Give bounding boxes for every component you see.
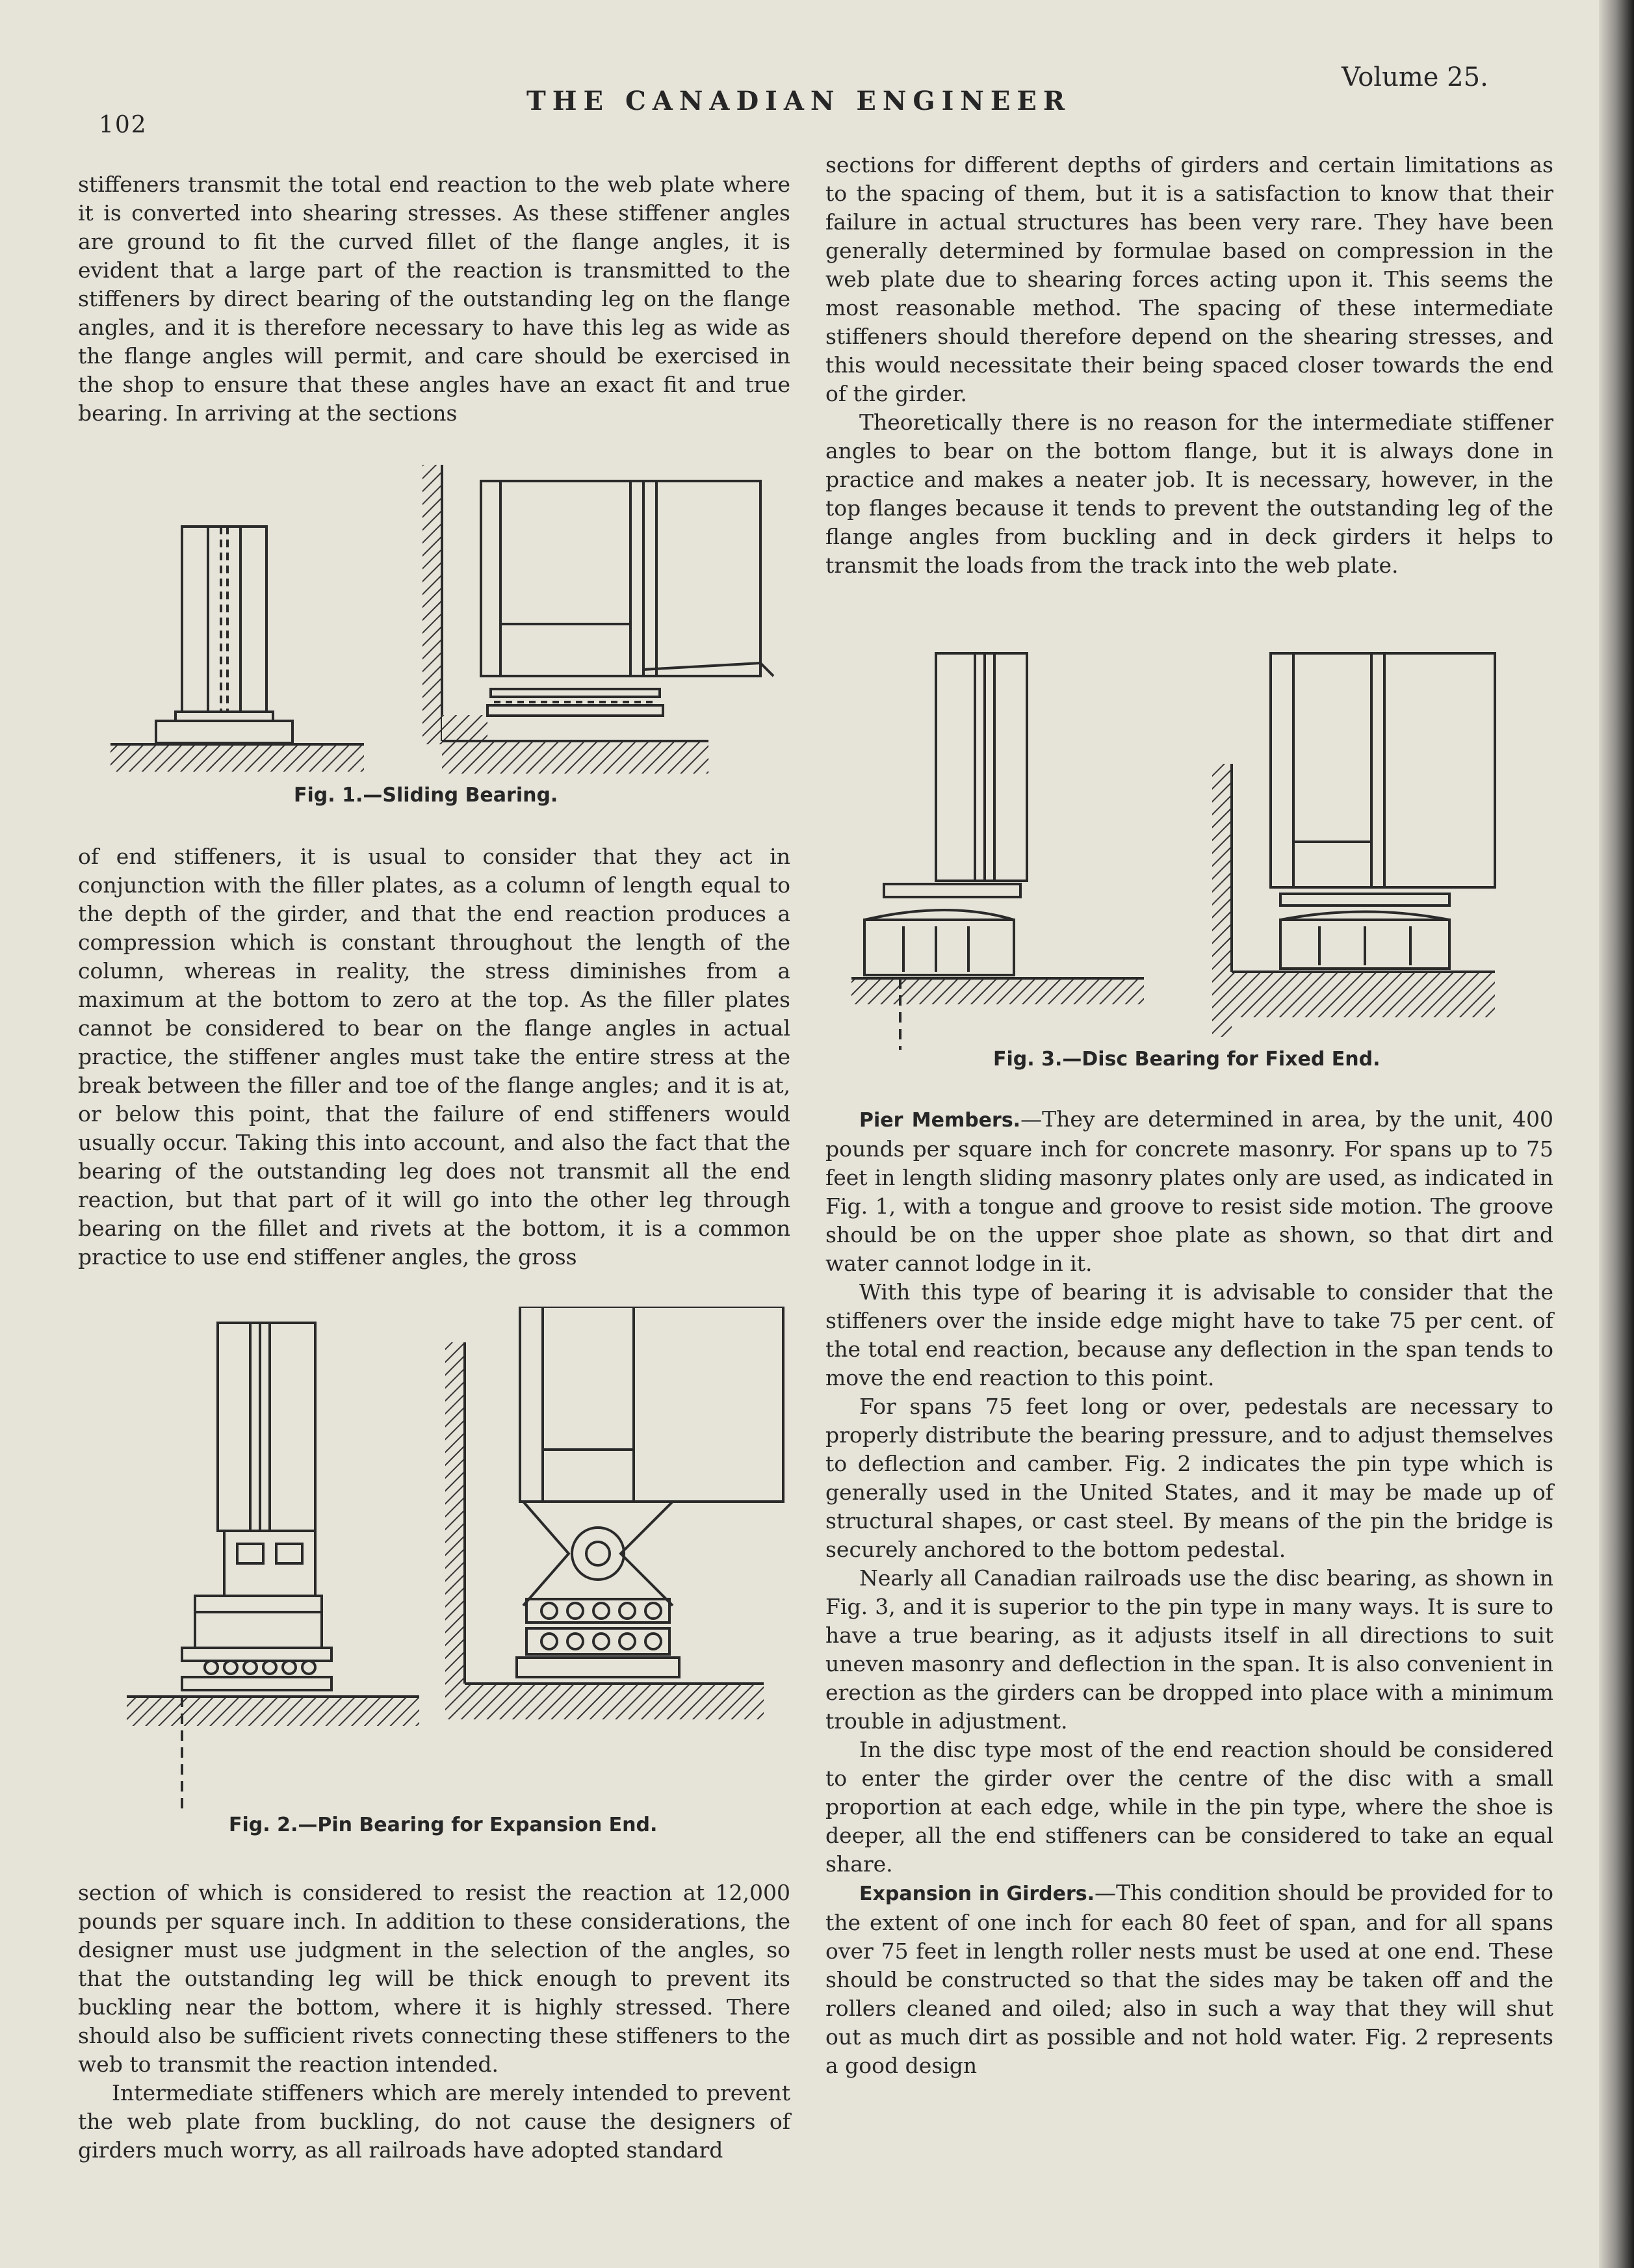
figure-1-caption: Fig. 1.—Sliding Bearing. [294,784,558,807]
volume-label: Volume 25. [1342,62,1488,92]
right-paragraphs-top: sections for different depths of girders and certain limitations as to the spacing of them, but it is a satisfaction to know that their failure in actual structures has been very rare. They have been generally determined by formulae based on compression in the web plate due to shearing forces acting upon it. This seems the most reasonable method. The spacing of these intermediate stiffeners should therefore depend on the shearing stresses, and this would necessitate their being spaced closer towards the end of the girder. Theoretically there is no reason for the intermediate stiffener angles to bear on the bottom flange, but it is always done in practice and makes a neater job. It is necessary, however, in the top flanges because it tends to prevent the outstanding leg of the flange angles from buckling and in deck girders it helps to transmit the loads from the track into the web plate. [825,152,1553,578]
expansion-heading: Expansion in Girders. [859,1883,1095,1905]
figure-2-pin-bearing [127,1307,803,1814]
book-spine-shadow [1599,0,1634,2268]
right-paragraphs-bottom: Pier Members.—They are determined in area, by the unit, 400 pounds per square inch for concrete masonry. For spans up to 75 feet in length sliding masonry plates only are used, as indicated in Fig. 1, with a tongue and groove to resist side motion. The groove should be on the upper shoe plate as shown, so that dirt and water cannot lodge in it. With this type of bearing it is advisable to consider that the stiffeners over the inside edge might have to take 75 per cent. of the total end reaction, because any deflection in the span tends to move the end reaction to this point. For spans 75 feet long or over, pedestals are necessary to properly distribute the bearing pressure, and to adjust themselves to deflection and camber. Fig. 2 indicates the pin type which is generally used in the United States, and it may be made up of structural shapes, or cast steel. By means of the pin the bridge is securely anchored to the bottom pedestal. Nearly all Canadian railroads use the disc bearing, as shown in Fig. 3, and it is superior to the pin type in many ways. It is sure to have a true bearing, as it adjusts itself in all directions to suit uneven masonry and deflection in the span. It is also convenient in erection as the girders can be dropped into place with a minimum trouble in adjustment. In the disc type most of the end reaction should be considered to enter the girder over the centre of the disc with a small proportion at each edge, while in the pin type, where the shoe is deeper, all the end stiffeners can be considered to take an equal share. Expansion in Girders.—This condition should be provided for to the extent of one inch for each 80 feet of span, and for all spans over 75 feet in length roller nests must be used at one end. These should be constructed so that the sides may be taken off and the rollers cleaned and oiled; also in such a way that they will shut out as much dirt as possible and not hold water. Fig. 2 represents a good design [825,1106,1553,2078]
figure-1-sliding-bearing [110,455,786,793]
figure-3-caption: Fig. 3.—Disc Bearing for Fixed End. [993,1048,1381,1071]
figure-3-disc-bearing [851,647,1501,1063]
journal-title: THE CANADIAN ENGINEER [526,86,1072,116]
left-paragraph-1: stiffeners transmit the total end reaction to the web plate where it is converted into shearing stresses. As these stiffener angles are ground to fit the curved fillet of the flange angles, it is evident that a large part of the reaction is transmitted to the stiffeners by direct bearing of the outstanding leg on the flange angles, and it is therefore necessary to have this leg as wide as the flange angles will permit, and care should be exercised in the shop to ensure that these angles have an exact fit and true bearing. In arriving at the sections [78,172,790,426]
left-paragraph-2: of end stiffeners, it is usual to consider that they act in conjunction with the filler plates, as a column of length equal to the depth of the girder, and that the end reaction produces a compression which is constant throughout the length of the column, whereas in reality, the stress diminishes from a maximum at the bottom to zero at the top. As the filler plates cannot be considered to bear on the flange angles in actual practice, the stiffener angles must take the entire stress at the break between the filler and toe of the flange angles; and it is at, or below this point, that the failure of end stiffeners would usually occur. Taking this into account, and also the fact that the bearing of the outstanding leg does not transmit all the end reaction, but that part of it will go into the other leg through bearing on the fillet and rivets at the bottom, it is a common practice to use end stiffener angles, the gross [78,844,790,1270]
pier-members-heading: Pier Members. [859,1109,1021,1132]
figure-2-caption: Fig. 2.—Pin Bearing for Expansion End. [229,1814,658,1836]
left-paragraph-3: section of which is considered to resist the reaction at 12,000 pounds per square inch. In addition to these considerations, the designer must use judgment in the selection of the angles, so that the outstanding leg will be thick enough to prevent its buckling near the bottom, where it is highly stressed. There should also be sufficient rivets connecting these stiffeners to the web to transmit the reaction intended. Intermediate stiffeners which are merely intended to prevent the web plate from buckling, do not cause the designers of girders much worry, as all railroads have adopted standard [78,1880,790,2163]
page-number: 102 [99,112,148,138]
